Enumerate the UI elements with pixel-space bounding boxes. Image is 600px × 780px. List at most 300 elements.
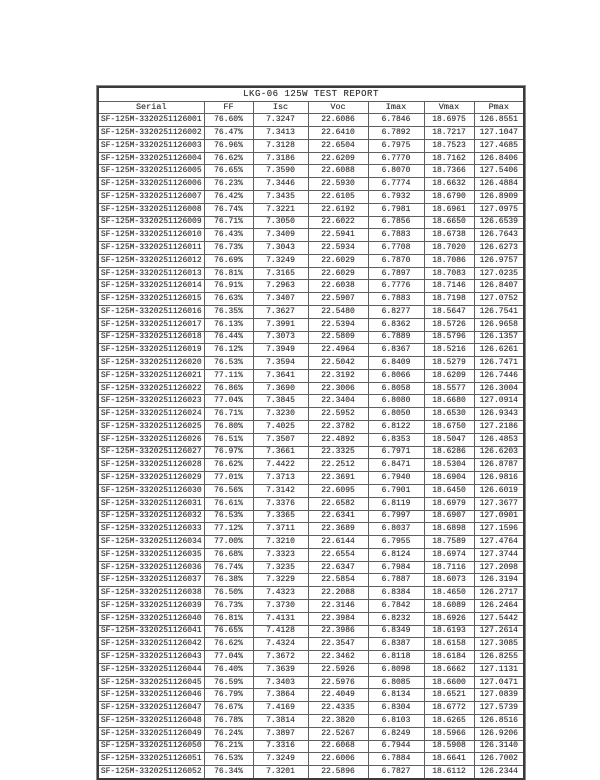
cell-pmax: 126.6273 <box>474 242 524 255</box>
cell-ff: 76.23% <box>204 178 253 191</box>
cell-vmax: 18.7589 <box>424 536 474 549</box>
cell-serial: SF-125M-3320251126011 <box>98 242 204 255</box>
cell-serial: SF-125M-3320251126004 <box>98 152 204 165</box>
cell-pmax: 127.0901 <box>474 510 524 523</box>
column-header-row <box>98 101 524 114</box>
cell-serial: SF-125M-3320251126019 <box>98 344 204 357</box>
cell-isc: 7.3142 <box>253 484 308 497</box>
cell-ff: 76.69% <box>204 254 253 267</box>
cell-ff: 76.68% <box>204 548 253 561</box>
cell-imax: 6.7884 <box>368 753 424 766</box>
cell-ff: 76.71% <box>204 408 253 421</box>
table-row <box>98 599 524 612</box>
cell-imax: 6.8124 <box>368 548 424 561</box>
cell-isc: 7.3229 <box>253 574 308 587</box>
cell-pmax: 126.3194 <box>474 574 524 587</box>
cell-isc: 7.4323 <box>253 587 308 600</box>
cell-pmax: 127.2186 <box>474 421 524 434</box>
cell-vmax: 18.6975 <box>424 114 474 127</box>
cell-isc: 7.3814 <box>253 715 308 728</box>
cell-voc: 22.3689 <box>308 523 368 536</box>
cell-serial: SF-125M-3320251126044 <box>98 663 204 676</box>
cell-vmax: 18.7146 <box>424 280 474 293</box>
table-row <box>98 152 524 165</box>
cell-pmax: 126.1357 <box>474 331 524 344</box>
cell-ff: 76.59% <box>204 676 253 689</box>
cell-isc: 7.3446 <box>253 178 308 191</box>
cell-isc: 7.3230 <box>253 408 308 421</box>
cell-isc: 7.4025 <box>253 421 308 434</box>
cell-isc: 7.3991 <box>253 318 308 331</box>
cell-isc: 7.3186 <box>253 152 308 165</box>
cell-pmax: 127.3677 <box>474 497 524 510</box>
cell-imax: 6.7776 <box>368 280 424 293</box>
cell-pmax: 126.2344 <box>474 766 524 779</box>
cell-imax: 6.7856 <box>368 216 424 229</box>
table-row <box>98 421 524 434</box>
table-row <box>98 293 524 306</box>
cell-vmax: 18.7523 <box>424 139 474 152</box>
cell-isc: 7.3249 <box>253 753 308 766</box>
cell-ff: 76.63% <box>204 293 253 306</box>
cell-isc: 7.3165 <box>253 267 308 280</box>
cell-isc: 7.2963 <box>253 280 308 293</box>
cell-imax: 6.8050 <box>368 408 424 421</box>
table-row <box>98 536 524 549</box>
cell-voc: 22.3782 <box>308 421 368 434</box>
cell-ff: 76.44% <box>204 331 253 344</box>
cell-imax: 6.8134 <box>368 689 424 702</box>
cell-isc: 7.3627 <box>253 306 308 319</box>
cell-ff: 76.74% <box>204 561 253 574</box>
cell-ff: 76.42% <box>204 190 253 203</box>
cell-serial: SF-125M-3320251126052 <box>98 766 204 779</box>
table-row <box>98 178 524 191</box>
cell-isc: 7.3201 <box>253 766 308 779</box>
cell-voc: 22.6068 <box>308 740 368 753</box>
table-row <box>98 357 524 370</box>
cell-isc: 7.4131 <box>253 612 308 625</box>
cell-ff: 76.21% <box>204 740 253 753</box>
cell-imax: 6.8471 <box>368 459 424 472</box>
cell-imax: 6.8232 <box>368 612 424 625</box>
cell-serial: SF-125M-3320251126037 <box>98 574 204 587</box>
cell-voc: 22.6192 <box>308 203 368 216</box>
cell-ff: 76.50% <box>204 587 253 600</box>
cell-imax: 6.7975 <box>368 139 424 152</box>
cell-imax: 6.7981 <box>368 203 424 216</box>
cell-voc: 22.6095 <box>308 484 368 497</box>
cell-imax: 6.8080 <box>368 395 424 408</box>
cell-serial: SF-125M-3320251126022 <box>98 382 204 395</box>
cell-imax: 6.7774 <box>368 178 424 191</box>
cell-imax: 6.7971 <box>368 446 424 459</box>
cell-voc: 22.6022 <box>308 216 368 229</box>
cell-ff: 76.65% <box>204 165 253 178</box>
cell-serial: SF-125M-3320251126009 <box>98 216 204 229</box>
cell-isc: 7.3128 <box>253 139 308 152</box>
cell-ff: 76.91% <box>204 280 253 293</box>
cell-pmax: 127.0975 <box>474 203 524 216</box>
cell-serial: SF-125M-3320251126002 <box>98 127 204 140</box>
cell-serial: SF-125M-3320251126007 <box>98 190 204 203</box>
column-header-isc: Isc <box>253 101 308 114</box>
cell-ff: 76.96% <box>204 139 253 152</box>
cell-vmax: 18.6961 <box>424 203 474 216</box>
cell-serial: SF-125M-3320251126047 <box>98 702 204 715</box>
cell-imax: 6.7892 <box>368 127 424 140</box>
cell-serial: SF-125M-3320251126013 <box>98 267 204 280</box>
table-row <box>98 459 524 472</box>
table-row <box>98 446 524 459</box>
test-report-table-container <box>97 86 523 780</box>
cell-isc: 7.3690 <box>253 382 308 395</box>
cell-vmax: 18.6184 <box>424 651 474 664</box>
cell-pmax: 127.0471 <box>474 676 524 689</box>
test-report-table <box>97 86 525 780</box>
cell-voc: 22.2512 <box>308 459 368 472</box>
cell-imax: 6.8066 <box>368 369 424 382</box>
cell-vmax: 18.5726 <box>424 318 474 331</box>
cell-voc: 22.5976 <box>308 676 368 689</box>
cell-serial: SF-125M-3320251126036 <box>98 561 204 574</box>
cell-voc: 22.6554 <box>308 548 368 561</box>
cell-serial: SF-125M-3320251126020 <box>98 357 204 370</box>
cell-voc: 22.3404 <box>308 395 368 408</box>
cell-voc: 22.5941 <box>308 229 368 242</box>
cell-vmax: 18.6600 <box>424 676 474 689</box>
table-row <box>98 254 524 267</box>
table-row <box>98 344 524 357</box>
report-body <box>98 114 524 779</box>
cell-voc: 22.4964 <box>308 344 368 357</box>
cell-vmax: 18.5647 <box>424 306 474 319</box>
cell-ff: 76.51% <box>204 433 253 446</box>
cell-vmax: 18.7083 <box>424 267 474 280</box>
table-row <box>98 625 524 638</box>
table-row <box>98 523 524 536</box>
cell-pmax: 126.6203 <box>474 446 524 459</box>
table-row <box>98 433 524 446</box>
cell-imax: 6.8409 <box>368 357 424 370</box>
cell-ff: 76.47% <box>204 127 253 140</box>
cell-imax: 6.8118 <box>368 651 424 664</box>
cell-imax: 6.8037 <box>368 523 424 536</box>
table-row <box>98 306 524 319</box>
cell-ff: 76.97% <box>204 446 253 459</box>
cell-voc: 22.5930 <box>308 178 368 191</box>
cell-imax: 6.8349 <box>368 625 424 638</box>
cell-voc: 22.5952 <box>308 408 368 421</box>
cell-serial: SF-125M-3320251126025 <box>98 421 204 434</box>
cell-voc: 22.5926 <box>308 663 368 676</box>
cell-pmax: 126.7002 <box>474 753 524 766</box>
cell-serial: SF-125M-3320251126029 <box>98 472 204 485</box>
table-row <box>98 561 524 574</box>
cell-imax: 6.7708 <box>368 242 424 255</box>
cell-imax: 6.8277 <box>368 306 424 319</box>
cell-pmax: 126.8551 <box>474 114 524 127</box>
cell-ff: 76.79% <box>204 689 253 702</box>
cell-vmax: 18.4650 <box>424 587 474 600</box>
cell-ff: 76.81% <box>204 267 253 280</box>
cell-serial: SF-125M-3320251126010 <box>98 229 204 242</box>
cell-ff: 76.34% <box>204 766 253 779</box>
cell-ff: 76.35% <box>204 306 253 319</box>
cell-serial: SF-125M-3320251126046 <box>98 689 204 702</box>
cell-isc: 7.3043 <box>253 242 308 255</box>
cell-imax: 6.7883 <box>368 293 424 306</box>
cell-pmax: 126.8255 <box>474 651 524 664</box>
cell-pmax: 126.9206 <box>474 727 524 740</box>
cell-ff: 76.12% <box>204 344 253 357</box>
table-row <box>98 753 524 766</box>
cell-vmax: 18.6632 <box>424 178 474 191</box>
table-row <box>98 574 524 587</box>
cell-vmax: 18.7020 <box>424 242 474 255</box>
column-header-pmax: Pmax <box>474 101 524 114</box>
cell-imax: 6.8249 <box>368 727 424 740</box>
cell-isc: 7.3210 <box>253 536 308 549</box>
cell-isc: 7.3249 <box>253 254 308 267</box>
cell-imax: 6.8304 <box>368 702 424 715</box>
cell-voc: 22.6209 <box>308 152 368 165</box>
cell-vmax: 18.5304 <box>424 459 474 472</box>
cell-vmax: 18.5908 <box>424 740 474 753</box>
cell-serial: SF-125M-3320251126048 <box>98 715 204 728</box>
cell-serial: SF-125M-3320251126024 <box>98 408 204 421</box>
cell-pmax: 126.8909 <box>474 190 524 203</box>
cell-serial: SF-125M-3320251126014 <box>98 280 204 293</box>
cell-imax: 6.7870 <box>368 254 424 267</box>
cell-ff: 76.43% <box>204 229 253 242</box>
cell-vmax: 18.6904 <box>424 472 474 485</box>
cell-isc: 7.3403 <box>253 676 308 689</box>
table-row <box>98 203 524 216</box>
cell-voc: 22.6088 <box>308 165 368 178</box>
table-row <box>98 727 524 740</box>
cell-imax: 6.7883 <box>368 229 424 242</box>
cell-imax: 6.7889 <box>368 331 424 344</box>
cell-vmax: 18.7217 <box>424 127 474 140</box>
cell-ff: 76.62% <box>204 638 253 651</box>
cell-pmax: 127.2098 <box>474 561 524 574</box>
cell-isc: 7.3864 <box>253 689 308 702</box>
cell-isc: 7.3730 <box>253 599 308 612</box>
cell-serial: SF-125M-3320251126050 <box>98 740 204 753</box>
cell-voc: 22.5809 <box>308 331 368 344</box>
cell-isc: 7.4128 <box>253 625 308 638</box>
cell-pmax: 127.3085 <box>474 638 524 651</box>
cell-voc: 22.4049 <box>308 689 368 702</box>
table-row <box>98 676 524 689</box>
cell-vmax: 18.6286 <box>424 446 474 459</box>
cell-pmax: 126.8516 <box>474 715 524 728</box>
cell-ff: 76.62% <box>204 459 253 472</box>
table-row <box>98 766 524 779</box>
table-row <box>98 216 524 229</box>
cell-vmax: 18.7198 <box>424 293 474 306</box>
cell-pmax: 127.4685 <box>474 139 524 152</box>
cell-voc: 22.6347 <box>308 561 368 574</box>
cell-imax: 6.7846 <box>368 114 424 127</box>
cell-vmax: 18.5216 <box>424 344 474 357</box>
cell-pmax: 127.0752 <box>474 293 524 306</box>
cell-ff: 76.53% <box>204 753 253 766</box>
cell-isc: 7.3413 <box>253 127 308 140</box>
cell-ff: 76.74% <box>204 203 253 216</box>
cell-isc: 7.3897 <box>253 727 308 740</box>
cell-vmax: 18.6521 <box>424 689 474 702</box>
cell-isc: 7.3590 <box>253 165 308 178</box>
cell-pmax: 126.7446 <box>474 369 524 382</box>
cell-imax: 6.8367 <box>368 344 424 357</box>
table-row <box>98 165 524 178</box>
cell-serial: SF-125M-3320251126031 <box>98 497 204 510</box>
cell-isc: 7.3594 <box>253 357 308 370</box>
cell-pmax: 127.3744 <box>474 548 524 561</box>
cell-vmax: 18.6750 <box>424 421 474 434</box>
cell-vmax: 18.6898 <box>424 523 474 536</box>
cell-vmax: 18.6265 <box>424 715 474 728</box>
cell-vmax: 18.6974 <box>424 548 474 561</box>
cell-ff: 76.78% <box>204 715 253 728</box>
cell-isc: 7.4324 <box>253 638 308 651</box>
cell-serial: SF-125M-3320251126040 <box>98 612 204 625</box>
cell-ff: 77.04% <box>204 651 253 664</box>
table-row <box>98 318 524 331</box>
report-title: LKG-06 125W TEST REPORT <box>98 87 524 101</box>
cell-imax: 6.8070 <box>368 165 424 178</box>
cell-vmax: 18.6089 <box>424 599 474 612</box>
table-row <box>98 127 524 140</box>
cell-serial: SF-125M-3320251126041 <box>98 625 204 638</box>
cell-imax: 6.7940 <box>368 472 424 485</box>
cell-imax: 6.8384 <box>368 587 424 600</box>
cell-serial: SF-125M-3320251126018 <box>98 331 204 344</box>
cell-vmax: 18.6926 <box>424 612 474 625</box>
cell-pmax: 126.8787 <box>474 459 524 472</box>
cell-voc: 22.3820 <box>308 715 368 728</box>
cell-pmax: 127.0235 <box>474 267 524 280</box>
cell-pmax: 126.8406 <box>474 152 524 165</box>
cell-isc: 7.3050 <box>253 216 308 229</box>
cell-pmax: 126.4884 <box>474 178 524 191</box>
cell-voc: 22.6410 <box>308 127 368 140</box>
cell-vmax: 18.6790 <box>424 190 474 203</box>
cell-ff: 76.40% <box>204 663 253 676</box>
cell-voc: 22.6504 <box>308 139 368 152</box>
cell-pmax: 126.7471 <box>474 357 524 370</box>
cell-voc: 22.5042 <box>308 357 368 370</box>
table-row <box>98 651 524 664</box>
cell-vmax: 18.5966 <box>424 727 474 740</box>
cell-vmax: 18.6209 <box>424 369 474 382</box>
cell-pmax: 126.6019 <box>474 484 524 497</box>
cell-isc: 7.4169 <box>253 702 308 715</box>
table-row <box>98 408 524 421</box>
cell-pmax: 126.6539 <box>474 216 524 229</box>
cell-pmax: 127.0839 <box>474 689 524 702</box>
table-row <box>98 331 524 344</box>
table-row <box>98 663 524 676</box>
cell-ff: 76.86% <box>204 382 253 395</box>
table-row <box>98 280 524 293</box>
cell-voc: 22.6029 <box>308 267 368 280</box>
cell-ff: 77.11% <box>204 369 253 382</box>
cell-pmax: 126.9757 <box>474 254 524 267</box>
cell-serial: SF-125M-3320251126021 <box>98 369 204 382</box>
cell-ff: 76.53% <box>204 510 253 523</box>
cell-isc: 7.3845 <box>253 395 308 408</box>
cell-serial: SF-125M-3320251126026 <box>98 433 204 446</box>
cell-isc: 7.3323 <box>253 548 308 561</box>
cell-imax: 6.7984 <box>368 561 424 574</box>
cell-voc: 22.5934 <box>308 242 368 255</box>
cell-imax: 6.8103 <box>368 715 424 728</box>
cell-serial: SF-125M-3320251126030 <box>98 484 204 497</box>
cell-isc: 7.3365 <box>253 510 308 523</box>
cell-serial: SF-125M-3320251126049 <box>98 727 204 740</box>
cell-vmax: 18.5796 <box>424 331 474 344</box>
cell-serial: SF-125M-3320251126012 <box>98 254 204 267</box>
cell-voc: 22.3146 <box>308 599 368 612</box>
cell-vmax: 18.6772 <box>424 702 474 715</box>
cell-pmax: 126.6261 <box>474 344 524 357</box>
cell-isc: 7.3661 <box>253 446 308 459</box>
cell-vmax: 18.6662 <box>424 663 474 676</box>
cell-pmax: 126.9658 <box>474 318 524 331</box>
cell-vmax: 18.6112 <box>424 766 474 779</box>
cell-imax: 6.8122 <box>368 421 424 434</box>
cell-serial: SF-125M-3320251126035 <box>98 548 204 561</box>
title-row <box>98 87 524 101</box>
cell-serial: SF-125M-3320251126016 <box>98 306 204 319</box>
table-row <box>98 229 524 242</box>
cell-ff: 76.81% <box>204 612 253 625</box>
cell-ff: 76.60% <box>204 114 253 127</box>
table-row <box>98 548 524 561</box>
cell-serial: SF-125M-3320251126015 <box>98 293 204 306</box>
table-row <box>98 587 524 600</box>
cell-imax: 6.7944 <box>368 740 424 753</box>
cell-voc: 22.6029 <box>308 254 368 267</box>
table-row <box>98 484 524 497</box>
cell-voc: 22.4335 <box>308 702 368 715</box>
cell-ff: 76.71% <box>204 216 253 229</box>
cell-serial: SF-125M-3320251126034 <box>98 536 204 549</box>
table-row <box>98 472 524 485</box>
cell-serial: SF-125M-3320251126008 <box>98 203 204 216</box>
table-row <box>98 139 524 152</box>
cell-vmax: 18.7162 <box>424 152 474 165</box>
cell-ff: 77.00% <box>204 536 253 549</box>
cell-voc: 22.6086 <box>308 114 368 127</box>
table-row <box>98 612 524 625</box>
cell-imax: 6.8353 <box>368 433 424 446</box>
cell-voc: 22.3462 <box>308 651 368 664</box>
cell-isc: 7.3713 <box>253 472 308 485</box>
cell-serial: SF-125M-3320251126042 <box>98 638 204 651</box>
cell-pmax: 127.0914 <box>474 395 524 408</box>
cell-imax: 6.7997 <box>368 510 424 523</box>
cell-imax: 6.7842 <box>368 599 424 612</box>
cell-ff: 76.24% <box>204 727 253 740</box>
cell-voc: 22.3006 <box>308 382 368 395</box>
cell-ff: 77.04% <box>204 395 253 408</box>
cell-isc: 7.3639 <box>253 663 308 676</box>
cell-pmax: 126.8407 <box>474 280 524 293</box>
